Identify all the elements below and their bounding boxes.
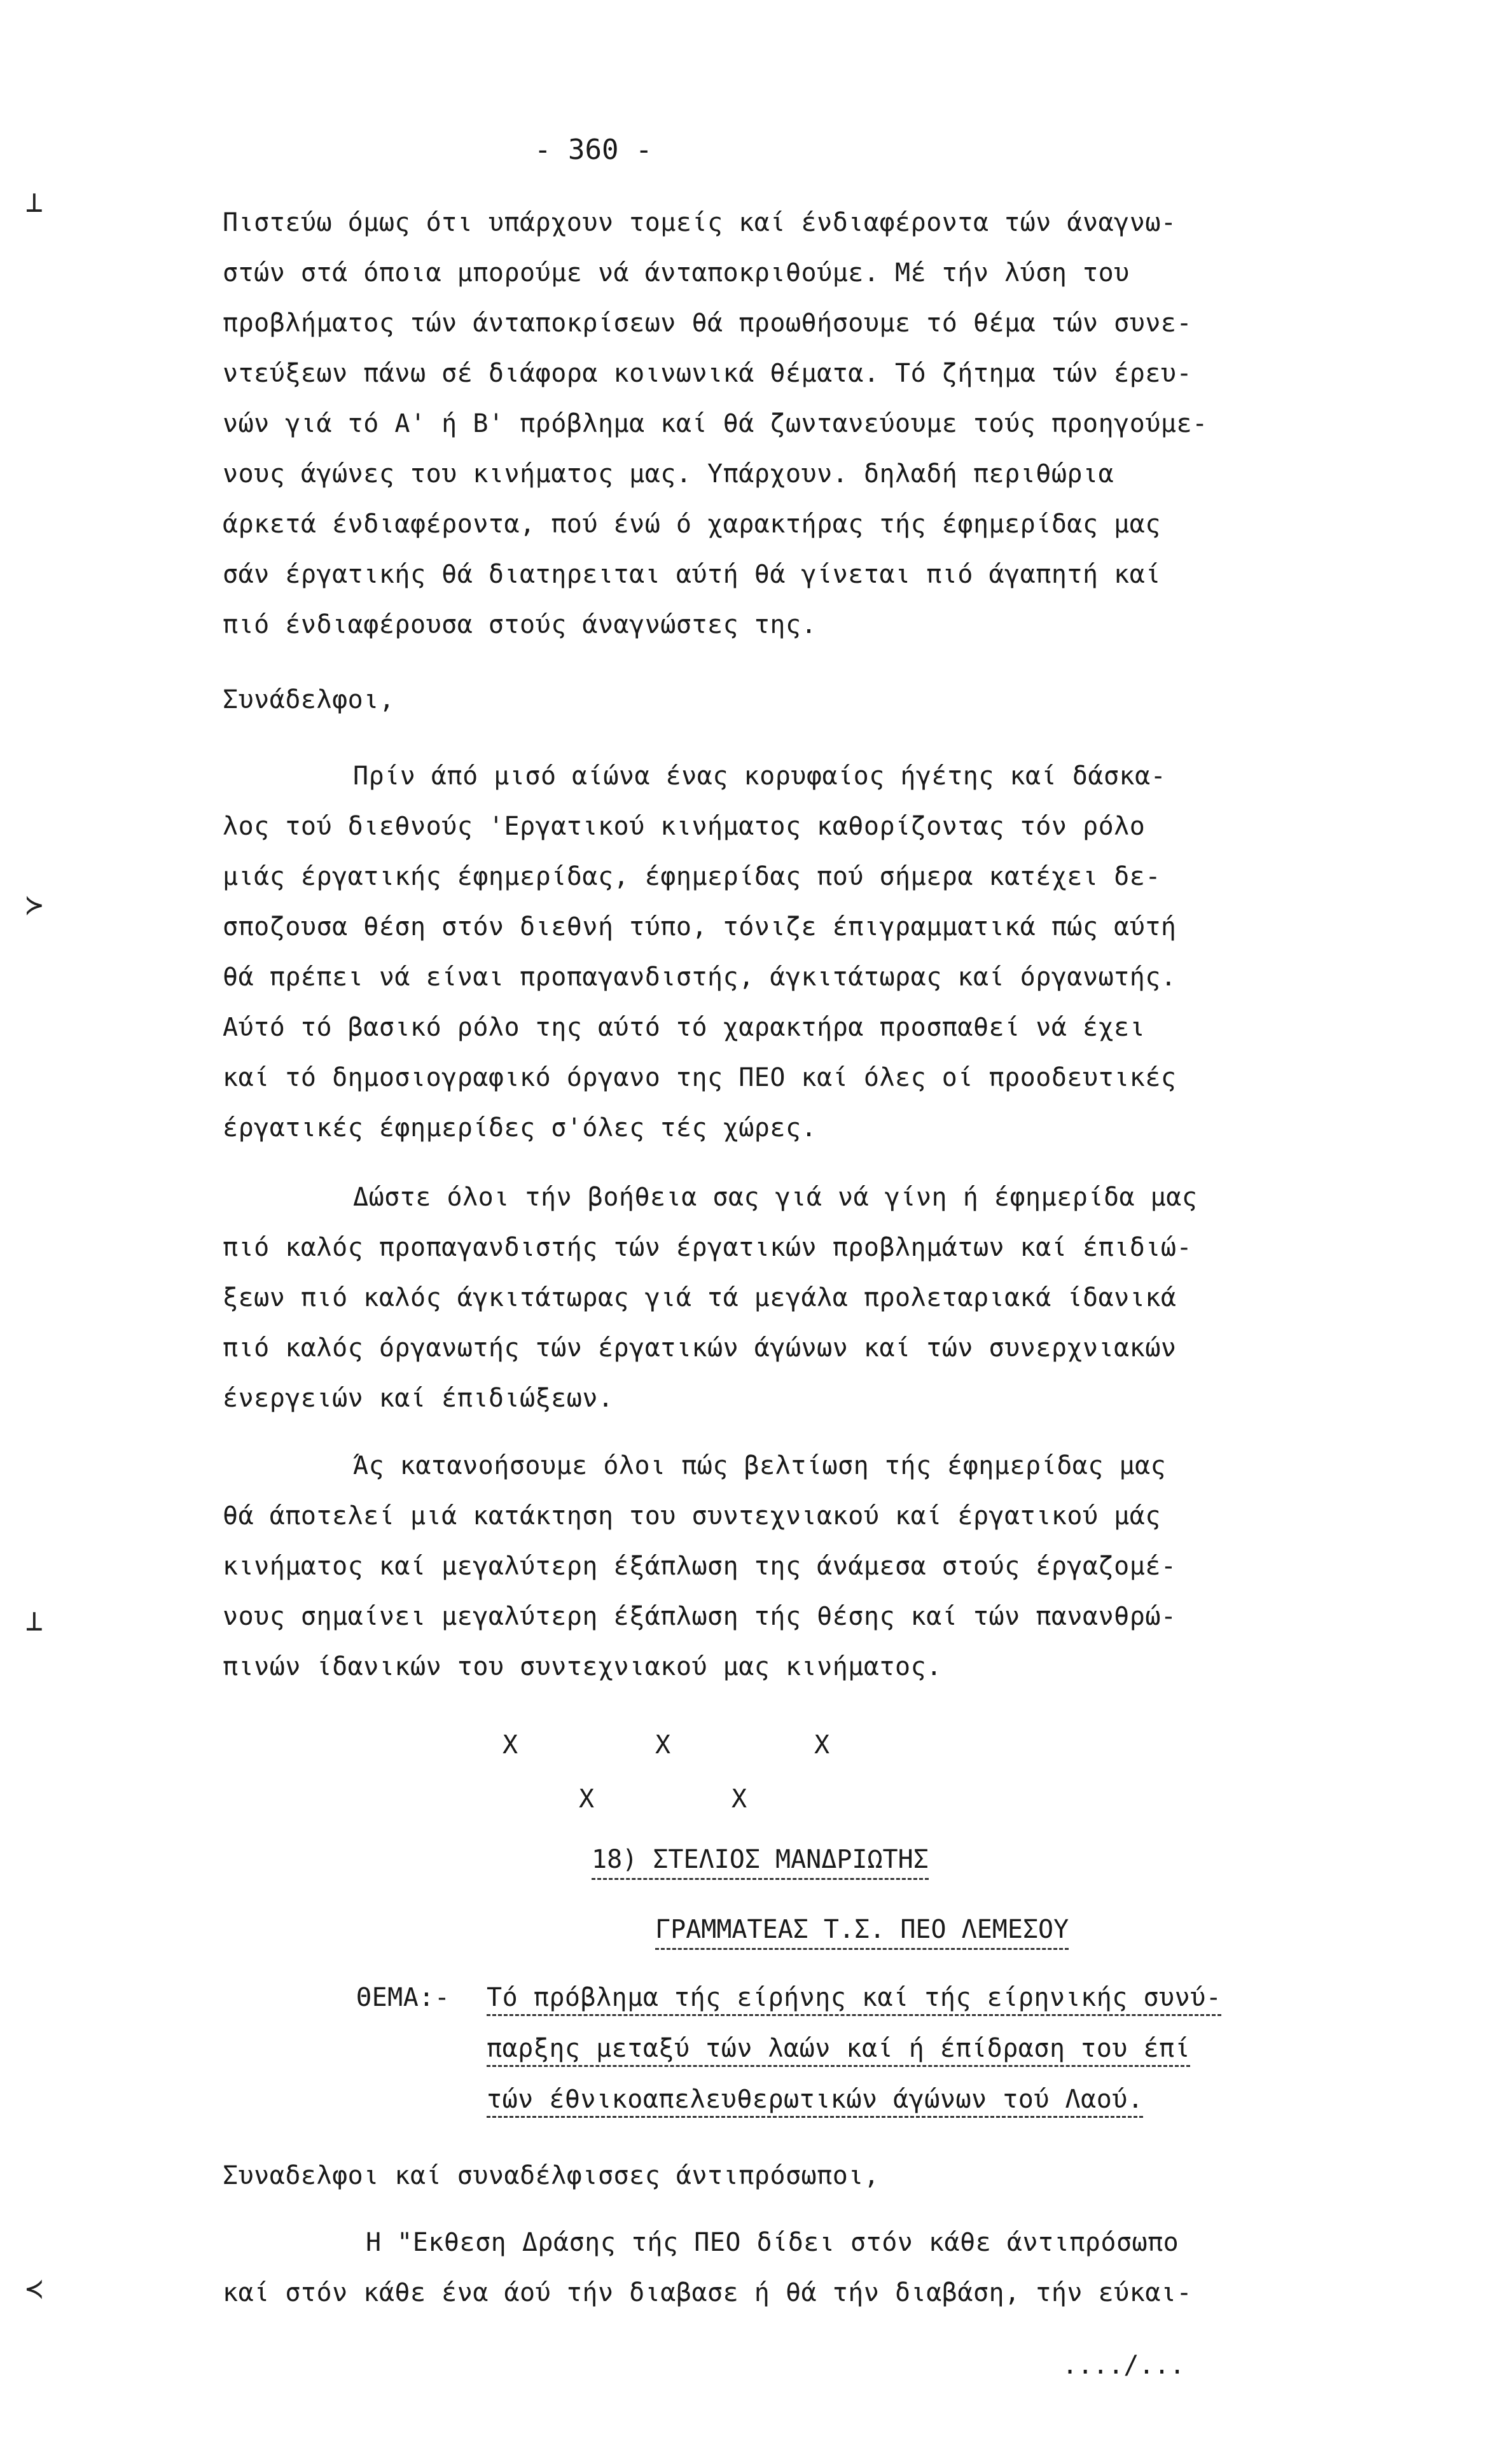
paragraph1-line: πιό ένδιαφέρουσα στούς άναγνώστες της.: [223, 610, 817, 639]
paragraph1-line: νους άγώνες του κινήματος μας. Υπάρχουν. δηλαδή περιθώρια: [223, 459, 1114, 489]
margin-mark-1: ⊥: [25, 184, 43, 219]
speaker-name-text: 18) ΣΤΕΛΙΟΣ ΜΑΝΔΡΙΩΤΗΣ: [592, 1845, 929, 1880]
paragraph2-line: μιάς έργατικής έφημερίδας, έφημερίδας πού σήμερα κατέχει δε-: [223, 862, 1161, 891]
paragraph1-line: ντεύξεων πάνω σέ διάφορα κοινωνικά θέματα. Τό ζήτημα τών έρευ-: [223, 359, 1193, 388]
margin-mark-2: ≻: [25, 887, 43, 922]
theme-line-text: παρξης μεταξύ τών λαών καί ή έπίδραση του έπί: [487, 2036, 1190, 2067]
paragraph2-line: Πρίν άπό μισό αίώνα ένας κορυφαίος ήγέτης καί δάσκα-: [353, 762, 1167, 791]
separator-mark: X: [655, 1730, 671, 1760]
paragraph5-line: καί στόν κάθε ένα άού τήν διαβασε ή θά τήν διαβάση, τήν εύκαι-: [223, 2278, 1193, 2307]
paragraph3-line: ένεργειών καί έπιδιώξεων.: [223, 1384, 614, 1413]
paragraph3-line: Δώστε όλοι τήν βοήθεια σας γιά νά γίνη ή έφημερίδα μας: [353, 1183, 1198, 1212]
page-number: - 360 -: [534, 134, 653, 166]
speaker-title-text: ΓΡΑΜΜΑΤΕΑΣ Τ.Σ. ΠΕΟ ΛΕΜΕΣΟΥ: [655, 1915, 1069, 1950]
speaker-name: [592, 1845, 929, 1880]
margin-mark-4: ≺: [25, 2271, 43, 2305]
salutation: Συνάδελφοι,: [223, 685, 395, 714]
paragraph1-line: νών γιά τό Α' ή Β' πρόβλημα καί θά ζωντανεύουμε τούς προηγούμε-: [223, 409, 1208, 438]
continuation-mark: ..../...: [1062, 2351, 1185, 2380]
paragraph4-line: θά άποτελεί μιά κατάκτηση του συντεχνιακού καί έργατικού μάς: [223, 1501, 1161, 1531]
theme-label: ΘΕΜΑ:-: [356, 1983, 450, 2012]
paragraph1-line: άρκετά ένδιαφέροντα, πού ένώ ό χαρακτήρας τής έφημερίδας μας: [223, 510, 1161, 539]
paragraph2-line: έργατικές έφημερίδες σ'όλες τές χώρες.: [223, 1113, 817, 1143]
margin-mark-3: ⊥: [25, 1603, 43, 1638]
theme-line: [487, 2036, 1314, 2067]
theme-line: [487, 2087, 1314, 2118]
separator-mark: X: [579, 1784, 595, 1814]
paragraph4-line: κινήματος καί μεγαλύτερη έξάπλωση της άνάμεσα στούς έργαζομέ-: [223, 1552, 1177, 1581]
paragraph2-line: καί τό δημοσιογραφικό όργανο της ΠΕΟ καί όλες οί προοδευτικές: [223, 1063, 1177, 1092]
theme-line: [487, 1985, 1314, 2016]
paragraph3-line: πιό καλός όργανωτής τών έργατικών άγώνων καί τών συνερχνιακών: [223, 1333, 1177, 1363]
paragraph5-line: Η "Εκθεση Δράσης τής ΠΕΟ δίδει στόν κάθε άντιπρόσωπο: [366, 2228, 1179, 2257]
paragraph1-line: στών στά όποια μπορούμε νά άνταποκριθούμε. Μέ τήν λύση του: [223, 258, 1130, 288]
theme-line-text: Τό πρόβλημα τής είρήνης καί τής είρηνικής συνύ-: [487, 1985, 1221, 2016]
paragraph1-line: σάν έργατικής θά διατηρειται αύτή θά γίνεται πιό άγαπητή καί: [223, 560, 1161, 589]
paragraph2-line: Αύτό τό βασικό ρόλο της αύτό τό χαρακτήρα προσπαθεί νά έχει: [223, 1013, 1146, 1042]
theme-line-text: τών έθνικοαπελευθερωτικών άγώνων τού Λαού.: [487, 2087, 1143, 2118]
salutation-delegates: Συναδελφοι καί συναδέλφισσες άντιπρόσωποι,: [223, 2161, 880, 2190]
paragraph3-line: ξεων πιό καλός άγκιτάτωρας γιά τά μεγάλα προλεταριακά ίδανικά: [223, 1283, 1177, 1312]
separator-mark: X: [503, 1730, 518, 1760]
paragraph4-line: Άς κατανοήσουμε όλοι πώς βελτίωση τής έφημερίδας μας: [353, 1451, 1167, 1480]
separator-mark: X: [732, 1784, 747, 1814]
paragraph3-line: πιό καλός προπαγανδιστής τών έργατικών προβλημάτων καί έπιδιώ-: [223, 1233, 1193, 1262]
paragraph4-line: νους σημαίνει μεγαλύτερη έξάπλωση τής θέσης καί τών πανανθρώ-: [223, 1602, 1177, 1631]
paragraph2-line: λος τού διεθνούς 'Εργατικού κινήματος καθορίζοντας τόν ρόλο: [223, 812, 1146, 841]
speaker-title: [655, 1915, 1069, 1950]
paragraph2-line: θά πρέπει νά είναι προπαγανδιστής, άγκιτάτωρας καί όργανωτής.: [223, 963, 1177, 992]
paragraph1-line: προβλήματος τών άνταποκρίσεων θά προωθήσουμε τό θέμα τών συνε-: [223, 309, 1193, 338]
paragraph2-line: σποζουσα θέση στόν διεθνή τύπο, τόνιζε έπιγραμματικά πώς αύτή: [223, 912, 1177, 942]
paragraph1-line: Πιστεύω όμως ότι υπάρχουν τομείς καί ένδιαφέροντα τών άναγνω-: [223, 208, 1177, 237]
separator-mark: X: [814, 1730, 830, 1760]
paragraph4-line: πινών ίδανικών του συντεχνιακού μας κινήματος.: [223, 1652, 942, 1681]
